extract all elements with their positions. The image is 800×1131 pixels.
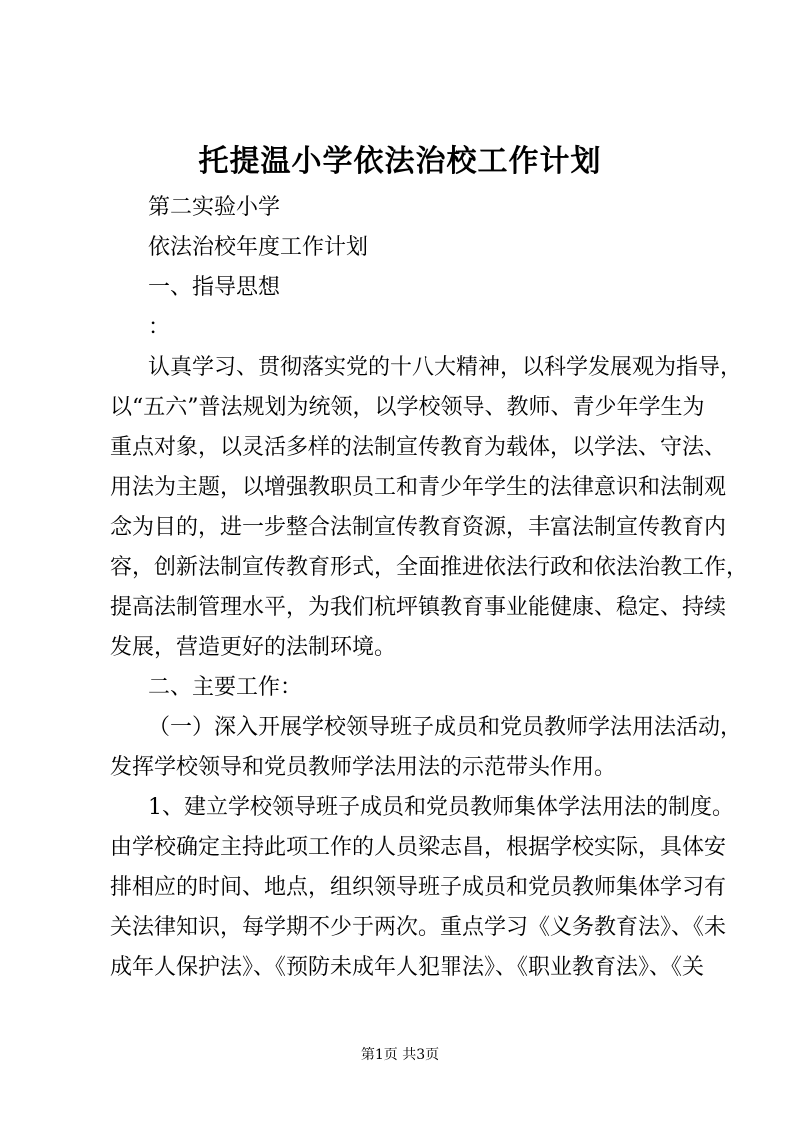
paragraph-line: 关法律知识，每学期不少于两次。重点学习《义务教育法》、《未 (110, 915, 727, 940)
section-heading: 二、主要工作： (148, 675, 303, 700)
text-line: ： (148, 315, 171, 340)
paragraph-line: 发挥学校领导和党员教师学法用法的示范带头作用。 (110, 755, 617, 780)
paragraph-line: （一）深入开展学校领导班子成员和党员教师学法用法活动， (148, 715, 743, 740)
paragraph-line: 发展，营造更好的法制环境。 (110, 635, 397, 660)
paragraph-line: 用法为主题，以增强教职员工和青少年学生的法律意识和法制观 (110, 475, 727, 500)
text-line: 第二实验小学 (148, 195, 281, 220)
paragraph-line: 重点对象，以灵活多样的法制宣传教育为载体，以学法、守法、 (110, 435, 727, 460)
paragraph-line: 排相应的时间、地点，组织领导班子成员和党员教师集体学习有 (110, 875, 727, 900)
section-heading: 一、指导思想 (148, 275, 281, 300)
page-footer: 第1页 共3页 (360, 1047, 440, 1063)
document-title: 托提温小学依法治校工作计划 (198, 144, 602, 179)
paragraph-line: 以“五六”普法规划为统领，以学校领导、教师、青少年学生为 (110, 395, 705, 420)
paragraph-line: 1、建立学校领导班子成员和党员教师集体学法用法的制度。 (148, 795, 734, 820)
paragraph-line: 念为目的，进一步整合法制宣传教育资源，丰富法制宣传教育内 (110, 515, 727, 540)
paragraph-line: 由学校确定主持此项工作的人员梁志昌，根据学校实际，具体安 (110, 835, 727, 860)
paragraph-line: 认真学习、贯彻落实党的十八大精神，以科学发展观为指导， (148, 355, 743, 380)
paragraph-line: 容，创新法制宣传教育形式，全面推进依法行政和依法治教工作， (110, 555, 749, 580)
text-line: 依法治校年度工作计划 (148, 235, 369, 260)
paragraph-line: 成年人保护法》、《预防未成年人犯罪法》、《职业教育法》、《关 (110, 955, 705, 980)
paragraph-line: 提高法制管理水平，为我们杭坪镇教育事业能健康、稳定、持续 (110, 595, 727, 620)
